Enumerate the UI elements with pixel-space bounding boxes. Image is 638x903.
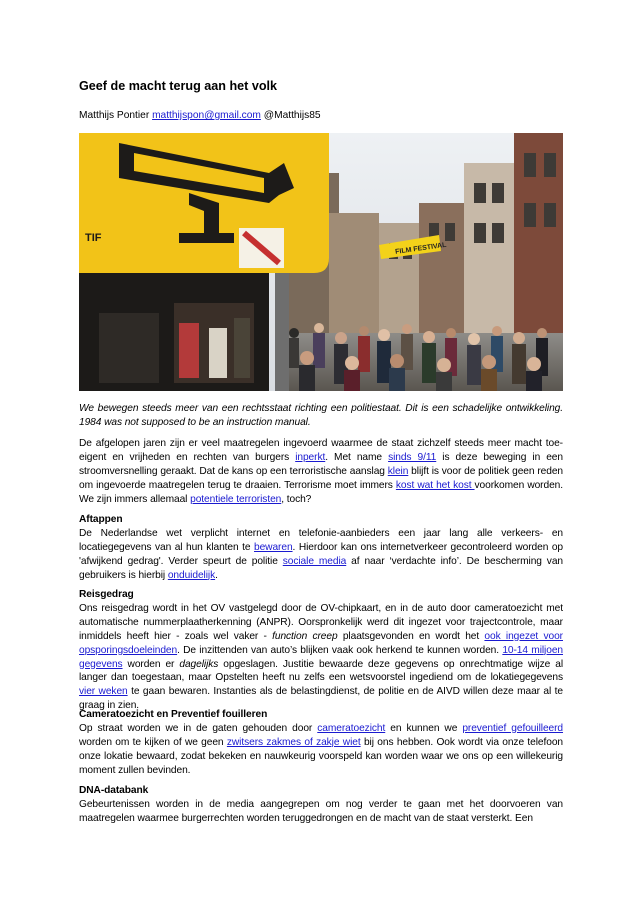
link-kost-wat-het-kost[interactable]: kost wat het kost [395,479,475,491]
author-email-link[interactable]: matthijspon@gmail.com [152,110,261,121]
link-preventief-gefouilleerd[interactable]: preventief gefouilleerd [462,722,564,734]
link-miljoen-gegevens[interactable]: 10-14 miljoen gegevens [79,644,563,670]
link-cameratoezicht[interactable]: cameratoezicht [317,722,386,734]
heading-aftappen: Aftappen [79,514,123,525]
sign-partial-text: TIF [85,232,102,244]
byline [79,110,321,121]
paragraph-aftappen: De Nederlandse wet verplicht internet en telefonie-aanbieders een jaar lang alle verkeers- en locatiegegevens van al hun klanten te bewaren. Hierdoor kan ons internetverkeer gecontroleerd worden op 'afwijkend gedrag'. Verder speurt de politie sociale media af naar ‘verdachte info’. De bescherming van gebruikers is hierbij onduidelijk. [79,527,563,581]
link-onduidelijk[interactable]: onduidelijk [167,569,216,581]
heading-dna: DNA-databank [79,785,149,796]
photo-caption: We bewegen steeds meer van een rechtsstaat richting een politiestaat. Dit is een schadelijke ontwikkeling. 1984 was not supposed to be an instruction manual. [79,403,563,428]
paragraph-camera: Op straat worden we in de gaten gehouden door cameratoezicht en kunnen we preventief gefouilleerd worden om te kijken of we geen zwitsers zakmes of zakje wiet bij ons hebben. Ook wordt via onze telefoon onze lokatie bewaard, zodat bekeken en nauwkeurig voorspeld kan worden waar we ons op een willekeurig moment zullen bevinden. [79,722,564,776]
link-opsporingsdoeleinden[interactable]: ook ingezet voor opsporingsdoeleinden [79,630,563,656]
link-inperkt[interactable]: inperkt [295,451,326,463]
author-handle: @Matthijs85 [263,110,321,121]
link-klein[interactable]: klein [387,465,409,477]
heading-reisgedrag: Reisgedrag [79,589,134,600]
link-potentiele-terroristen[interactable]: potentiele terroristen [190,493,282,505]
link-zakmes-wiet[interactable]: zwitsers zakmes of zakje wiet [226,736,361,748]
festival-banner-text: FILM FESTIVAL [394,241,447,256]
intro-paragraph: De afgelopen jaren zijn er veel maatregelen ingevoerd waarmee de staat zichzelf steeds meer macht toe-eigent en vrijheden en rechten van burgers inperkt. Met name sinds 9/11 is deze beweging in een stroomversnelling geraakt. Dat de kans op een terroristische aanslag klein blijft is voor de politiek geen reden om ingevoerde maatregelen terug te draaien. Terrorisme moet immers kost wat het kost voorkomen worden. We zijn immers allemaal potentiele terroristen, toch? [79,438,564,505]
link-sinds-911[interactable]: sinds 9/11 [388,451,437,463]
author-name: Matthijs Pontier [79,110,150,121]
section-camera [79,708,563,778]
paragraph-reisgedrag: Ons reisgedrag wordt in het OV vastgelegd door de OV-chipkaart, en in de auto door cameratoezicht met automatische nummerplaatherkenning (ANPR). Oorspronkelijk werd dit ingezet voor trajectcontrole, maar inmiddels heeft hier - zoals wel vaker - function creep plaatsgevonden en wordt het ook ingezet voor opsporingsdoeleinden. De inzittenden van auto’s blijken vaak ook herkend te kunnen worden. 10-14 miljoen gegevens worden er dagelijks opgeslagen. Justitie bewaarde deze gegevens op onrechtmatige wijze al langer dan toegestaan, maar Opstelten heeft nu zelfs een wetsvoorstel ingediend om de lokatiegegevens vier weken te gaan bewaren. Instanties als de belastingdienst, de politie en de AIVD willen deze maar al te graag in zien. [79,602,564,712]
paragraph-dna: Gebeurtenissen worden in de media aangegrepen om nog verder te gaan met het doorvoeren van maatregelen waarmee burgerrechten worden teruggedrongen en de macht van de staat versterkt. Een [79,798,563,824]
link-vier-weken[interactable]: vier weken [79,686,128,698]
section-reisgedrag [79,588,563,713]
link-sociale-media[interactable]: sociale media [282,555,347,567]
article-photo [79,133,563,391]
section-aftappen [79,513,563,583]
page-title: Geef de macht terug aan het volk [79,79,278,93]
link-bewaren[interactable]: bewaren [254,541,293,553]
section-dna [79,784,563,826]
heading-camera: Cameratoezicht en Preventief fouilleren [79,709,268,720]
